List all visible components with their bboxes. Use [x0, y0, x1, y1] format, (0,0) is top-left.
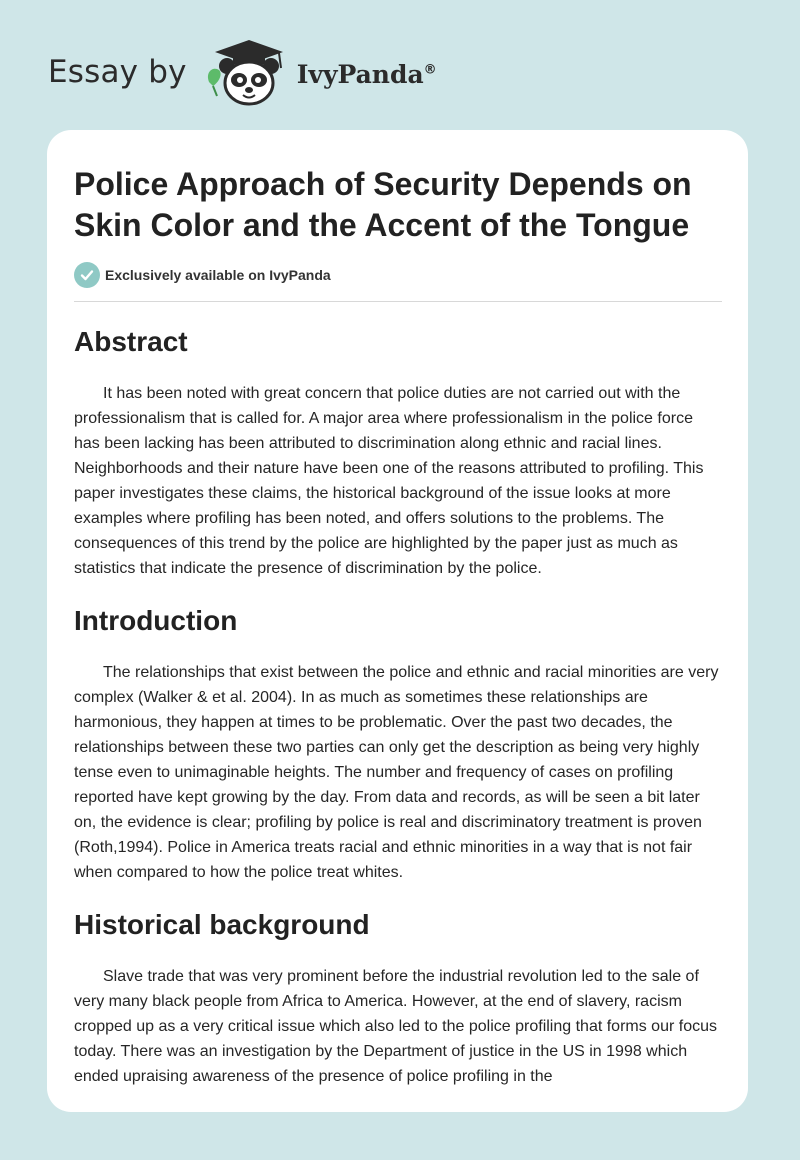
section-heading-historical-background: Historical background [74, 909, 370, 940]
brand-prefix: Essay by [48, 54, 187, 90]
brand-name: IvyPanda® [296, 59, 437, 89]
essay-content [74, 164, 722, 1089]
badge-text: Exclusively available on IvyPanda [105, 267, 331, 283]
section-paragraph-abstract: It has been noted with great concern that police duties are not carried out with the professionalism that is called for. A major area where professionalism in the police force has been lacking has been attributed to discrimination along ethnic and racial lines. Neighborhoods and their nature have been one of the reasons attributed to profiling. This paper investigates these claims, the historical background of the issue looks at more examples where profiling has been noted, and offers solutions to the problems. The consequences of this trend by the police are highlighted by the paper just as much as statistics that indicate the presence of discrimination by the police. [74, 385, 704, 577]
panda-graduate-icon [203, 36, 293, 108]
brand-header[interactable] [48, 36, 437, 108]
page-title: Police Approach of Security Depends on Skin Color and the Accent of the Tongue [74, 166, 692, 243]
availability-badge [74, 262, 722, 288]
section-heading-introduction: Introduction [74, 605, 238, 636]
section-paragraph-historical-background: Slave trade that was very prominent before the industrial revolution led to the sale of very many black people from Africa to America. However, at the end of slavery, racism cropped up as a very critical issue which also led to the police profiling that forms our focus today. There was an investigation by the Department of justice in the US in 1998 which ended upraising awareness of the presence of police profiling in the [74, 968, 717, 1085]
section-paragraph-introduction: The relationships that exist between the police and ethnic and racial minorities are very complex (Walker & et al. 2004). In as much as sometimes these relationships are harmonious, they happen at times to be problematic. Over the past two decades, the relationships between these two parties can only get the description as being very highly tense even to unimaginable heights. The number and frequency of cases on profiling reported have kept growing by the day. From data and records, as will be seen a bit later on, the evidence is clear; profiling by police is real and discriminatory treatment is proven (Roth,1994). Police in America treats racial and ethnic minorities in a way that is not fair when compared to how the police treat whites. [74, 664, 719, 881]
divider [74, 301, 722, 302]
essay-card [47, 130, 748, 1112]
check-circle-icon [74, 262, 100, 288]
section-heading-abstract: Abstract [74, 326, 188, 357]
